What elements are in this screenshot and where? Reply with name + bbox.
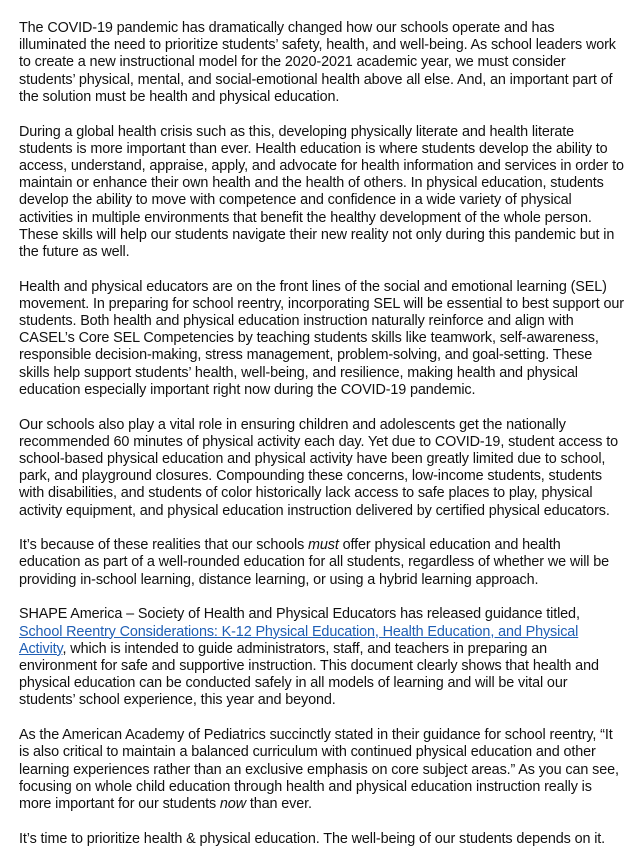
- paragraph-shape-america-text-start: SHAPE America – Society of Health and Physical Educators has released guidance titled,: [19, 606, 580, 623]
- paragraph-physical-activity: Our schools also play a vital role in ensuring children and adolescents get the nationally recommended 60 minutes of physical activity each day. Yet due to COVID-19, student access to school-based physical education and physical activity have been greatly limited due to school, park, and playground closures. Compounding these concerns, low-income students, students with disabilities, and students of color historically lack access to safe places to play, physical activity equipment, and physical education instruction delivered by certified physical educators.: [19, 416, 619, 519]
- paragraph-shape-america: [19, 606, 624, 709]
- emphasis-now: now: [219, 795, 246, 812]
- paragraph-must-offer-text-end: offer physical education and health education as part of a well-rounded education for all students, regardless of whether we will be providing in-school learning, distance learning, or using a hybrid learning approach.: [19, 537, 610, 588]
- paragraph-health-literacy: During a global health crisis such as this, developing physically literate and health literate students is more important than ever. Health education is where students develop the ability to access, understand, appraise, apply, and advocate for health information and services in order to maintain or enhance their own health and the health of others. In physical education, students develop the ability to move with competence and confidence in a wide variety of physical activities in multiple environments that benefit the healthy development of the whole person. These skills will help our students navigate their new reality not only during this pandemic but in the future as well.: [19, 123, 624, 260]
- paragraph-shape-america-text-end: , which is intended to guide administrators, staff, and teachers in preparing an environment for safe and supportive instruction. This document clearly shows that health and physical education can be conducted safely in all models of learning and will be vital our students’ school experience, this year and beyond.: [19, 640, 599, 709]
- paragraph-sel: Health and physical educators are on the front lines of the social and emotional learning (SEL) movement. In preparing for school reentry, incorporating SEL will be essential to best support our students. Both health and physical education instruction naturally reinforce and align with CASEL’s Core SEL Competencies by teaching students skills like teamwork, self-awareness, responsible decision-making, stress management, problem-solving, and goal-setting. These skills help support students’ health, well-being, and resilience, making health and physical education especially important right now during the COVID-19 pandemic.: [19, 278, 624, 398]
- paragraph-intro: The COVID-19 pandemic has dramatically changed how our schools operate and has illuminated the need to prioritize students’ safety, health, and well-being. As school leaders work to create a new instructional model for the 2020-2021 academic year, we must consider students’ physical, mental, and social-emotional health above all else. And, an important part of the solution must be health and physical education.: [19, 20, 616, 105]
- paragraph-aap-quote: [19, 727, 624, 813]
- paragraph-closing: It’s time to prioritize health & physical education. The well-being of our students depends on it.: [19, 830, 606, 847]
- paragraph-must-offer: [19, 537, 624, 589]
- school-reentry-considerations-link[interactable]: School Reentry Considerations: K-12 Physical Education, Health Education, and Physical Activity: [19, 623, 579, 657]
- emphasis-must: must: [308, 537, 339, 554]
- paragraph-must-offer-text-start: It’s because of these realities that our schools: [19, 537, 309, 554]
- paragraph-aap-quote-text-end: than ever.: [245, 795, 312, 812]
- paragraph-aap-quote-text-start: As the American Academy of Pediatrics succinctly stated in their guidance for school reentry, “It is also critical to maintain a balanced curriculum with continued physical education and other learning experiences rather than an exclusive emphasis on core subject areas.” As you can see, focusing on whole child education through health and physical education instruction really is more important for our students: [19, 727, 619, 812]
